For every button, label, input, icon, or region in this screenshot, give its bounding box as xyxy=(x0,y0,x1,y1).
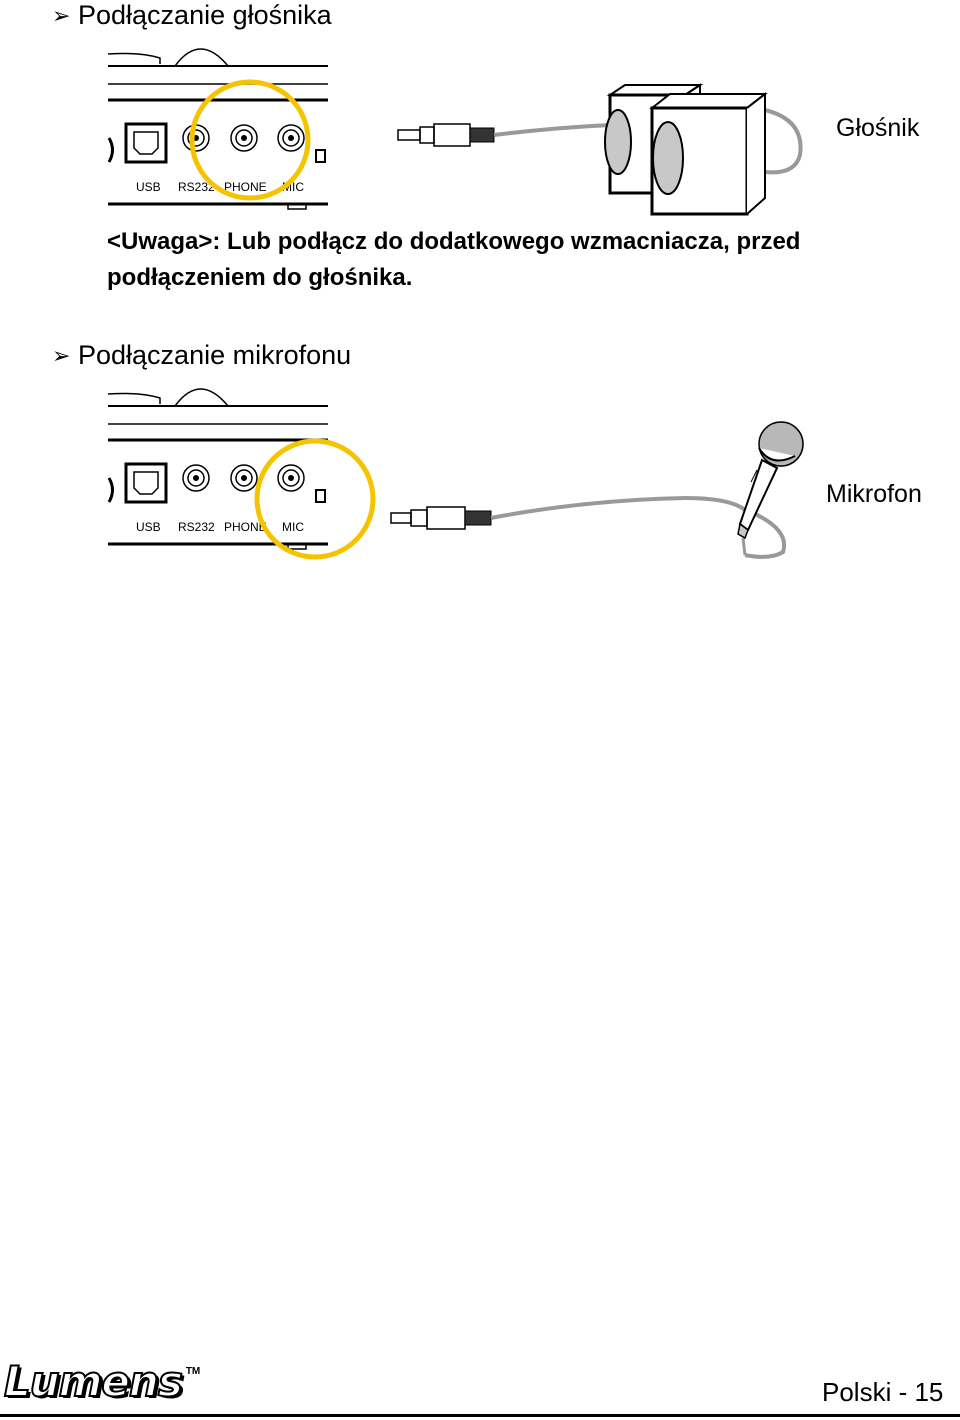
port-label-phone: PHONE xyxy=(224,520,267,534)
page-number: Polski - 15 xyxy=(822,1377,944,1407)
section-heading-microphone xyxy=(52,340,351,371)
note-text: <Uwaga>: Lub podłącz do dodatkowego wzmacniacza, przed podłączeniem do głośnika. xyxy=(107,228,801,291)
section-title: Podłączanie głośnika xyxy=(78,0,332,30)
logo-wordmark: Lumens xyxy=(4,1357,182,1406)
control-panel-illustration-mic xyxy=(100,372,390,567)
port-label-phone: PHONE xyxy=(224,180,267,194)
microphone-label: Mikrofon xyxy=(826,480,922,508)
arrow-bullet-icon: ➢ xyxy=(52,343,71,368)
section-title: Podłączanie mikrofonu xyxy=(78,340,352,370)
control-panel-illustration xyxy=(100,32,340,212)
speaker-label: Głośnik xyxy=(836,114,920,142)
logo-trademark: TM xyxy=(185,1366,201,1377)
port-label-rs232: RS232 xyxy=(178,520,215,534)
arrow-bullet-icon: ➢ xyxy=(52,3,71,28)
port-label-mic: MIC xyxy=(282,180,304,194)
microphone-cable-illustration xyxy=(385,420,815,565)
port-label-rs232: RS232 xyxy=(178,180,215,194)
port-label-mic: MIC xyxy=(282,520,304,534)
speaker-cable-illustration xyxy=(390,80,810,220)
port-label-usb: USB xyxy=(136,180,161,194)
footer-rule xyxy=(0,1414,960,1417)
lumens-logo xyxy=(4,1357,201,1406)
section-heading-speaker xyxy=(52,0,332,31)
port-label-usb: USB xyxy=(136,520,161,534)
